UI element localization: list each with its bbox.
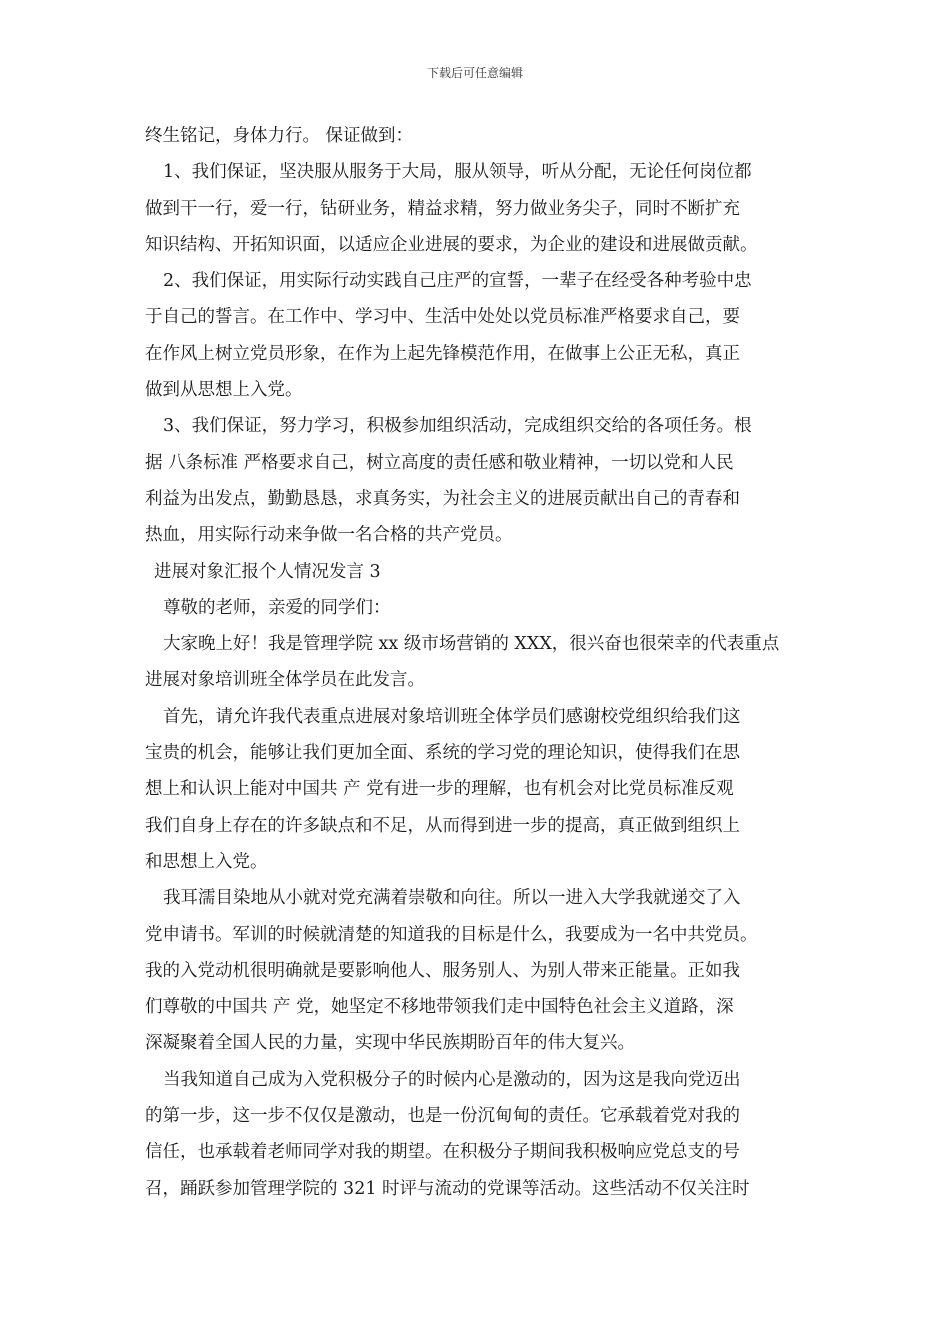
- text-line: 3、我们保证，努力学习，积极参加组织活动，完成组织交给的各项任务。根: [163, 416, 752, 437]
- text-line: 宝贵的机会，能够让我们更加全面、系统的学习党的理论知识，使得我们在思: [145, 743, 740, 764]
- text-line: 大家晚上好！我是管理学院 xx 级市场营销的 XXX，很兴奋也很荣幸的代表重点: [163, 634, 780, 655]
- text-line: 据 八条标准 严格要求自己，树立高度的责任感和敬业精神，一切以党和人民: [145, 452, 734, 473]
- document-body: [145, 118, 810, 1207]
- text-line: 做到干一行，爱一行，钻研业务，精益求精，努力做业务尖子，同时不断扩充: [145, 198, 740, 219]
- text-line: 做到从思想上入党。: [145, 380, 303, 401]
- text-line: 终生铭记，身体力行。 保证做到：: [145, 126, 414, 146]
- text-line: 2、我们保证，用实际行动实践自己庄严的宣誓，一辈子在经受各种考验中忠: [163, 271, 752, 292]
- text-line: 热血，用实际行动来争做一名合格的共产党员。: [145, 525, 513, 546]
- text-line: 利益为出发点，勤勤恳恳，求真务实，为社会主义的进展贡献出自己的青春和: [145, 488, 740, 509]
- text-line: 我耳濡目染地从小就对党充满着崇敬和向往。所以一进入大学我就递交了入: [163, 888, 741, 909]
- text-line: 和思想上入党。: [145, 851, 268, 872]
- text-line: 召，踊跃参加管理学院的 321 时评与流动的党课等活动。这些活动不仅关注时: [145, 1178, 750, 1199]
- section-heading: 进展对象汇报个人情况发言 3: [154, 561, 381, 582]
- text-line: 我的入党动机很明确就是要影响他人、服务别人、为别人带来正能量。正如我: [145, 960, 740, 981]
- text-line: 在作风上树立党员形象，在作为上起先锋模范作用，在做事上公正无私，真正: [145, 343, 740, 364]
- text-line: 知识结构、开拓知识面，以适应企业进展的要求，为企业的建设和进展做贡献。: [145, 234, 758, 255]
- text-line: 信任，也承载着老师同学对我的期望。在积极分子期间我积极响应党总支的号: [145, 1142, 740, 1163]
- text-line: 想上和认识上能对中国共 产 党有进一步的理解，也有机会对比党员标准反观: [145, 779, 734, 800]
- text-line: 1、我们保证，坚决服从服务于大局，服从领导，听从分配，无论任何岗位都: [163, 162, 752, 183]
- text-line: 我们自身上存在的许多缺点和不足，从而得到进一步的提高，真正做到组织上: [145, 815, 740, 836]
- text-line: 尊敬的老师，亲爱的同学们：: [163, 597, 391, 618]
- page-header: 下载后可任意编辑: [426, 66, 523, 80]
- text-line: 于自己的誓言。在工作中、学习中、生活中处处以党员标准严格要求自己，要: [145, 307, 740, 328]
- text-line: 党申请书。军训的时候就清楚的知道我的目标是什么，我要成为一名中共党员。: [145, 924, 758, 945]
- text-line: 们尊敬的中国共 产 党，她坚定不移地带领我们走中国特色社会主义道路，深: [145, 997, 734, 1018]
- text-line: 深凝聚着全国人民的力量，实现中华民族期盼百年的伟大复兴。: [145, 1033, 635, 1054]
- text-line: 的第一步，这一步不仅仅是激动，也是一份沉甸甸的责任。它承载着党对我的: [145, 1106, 740, 1127]
- text-line: 进展对象培训班全体学员在此发言。: [145, 670, 425, 691]
- text-line: 当我知道自己成为入党积极分子的时候内心是激动的，因为这是我向党迈出: [163, 1069, 741, 1090]
- text-line: 首先，请允许我代表重点进展对象培训班全体学员们感谢校党组织给我们这: [163, 706, 741, 727]
